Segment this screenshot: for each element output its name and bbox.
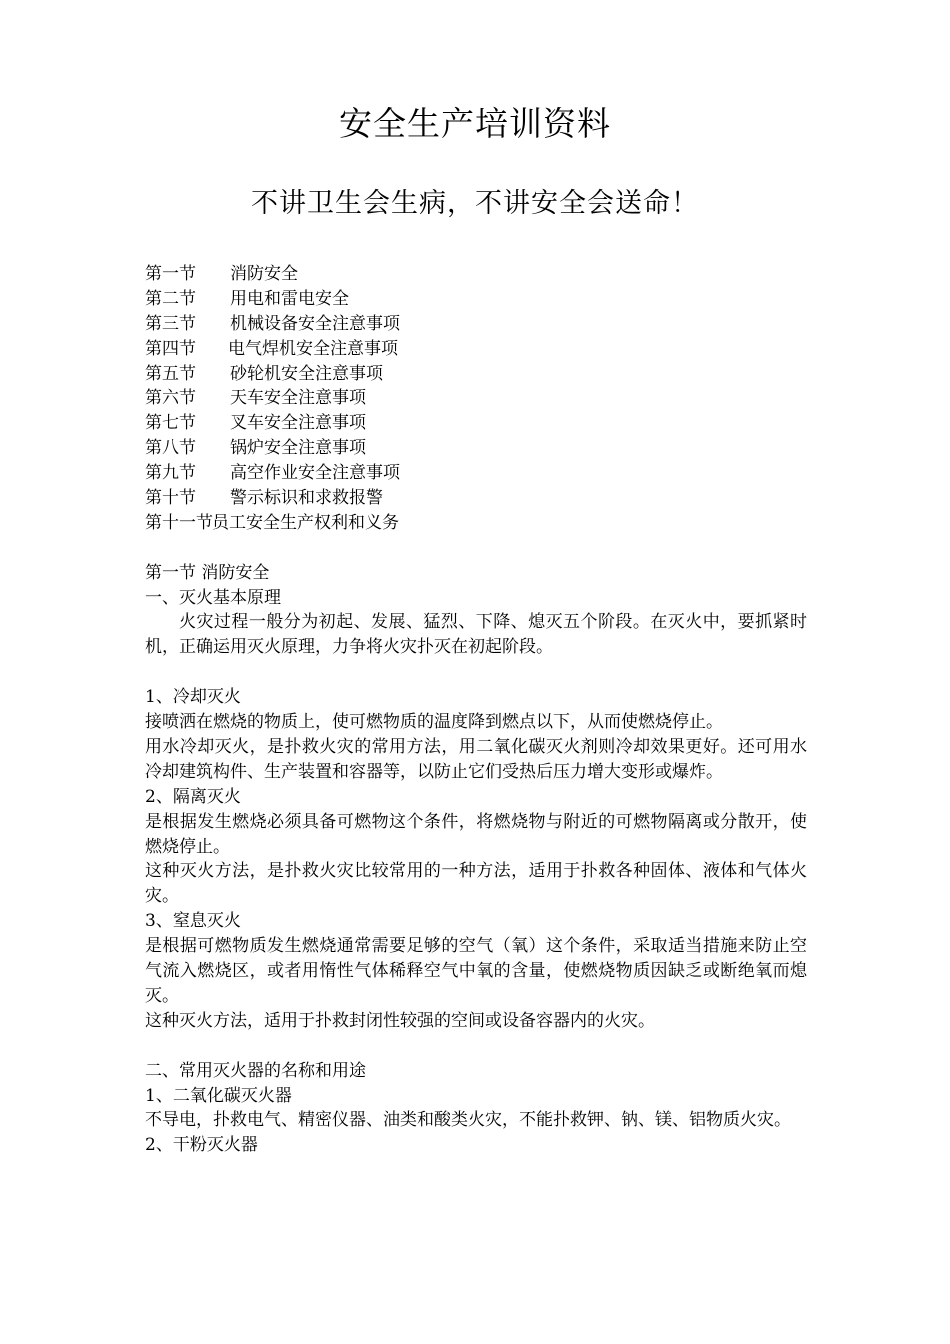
toc-item xyxy=(145,411,807,436)
document-title: 安全生产培训资料 xyxy=(339,104,611,143)
paragraph: 火灾过程一般分为初起、发展、猛烈、下降、熄灭五个阶段。在灭火中，要抓紧时机，正确运用灭火原理，力争将火灾扑灭在初起阶段。 xyxy=(145,612,807,658)
toc-item-title: 电气焊机安全注意事项 xyxy=(228,338,398,359)
toc-item-title: 警示标识和求救报警 xyxy=(230,488,383,509)
toc-item xyxy=(145,461,807,486)
toc-item xyxy=(145,436,807,461)
toc-item xyxy=(145,337,807,362)
toc-item xyxy=(145,312,807,337)
toc-item-title: 用电和雷电安全 xyxy=(230,288,349,309)
toc-item xyxy=(145,287,807,312)
toc-item xyxy=(145,486,807,511)
subsection-heading: 二、常用灭火器的名称和用途 xyxy=(145,1060,366,1081)
paragraph: 这种灭火方法，适用于扑救封闭性较强的空间或设备容器内的火灾。 xyxy=(145,1010,655,1031)
paragraph: 是根据发生燃烧必须具备可燃物这个条件，将燃烧物与附近的可燃物隔离或分散开，使燃烧停止。 xyxy=(145,811,807,857)
section-heading: 第一节 消防安全 xyxy=(145,562,270,583)
spacer xyxy=(145,536,807,561)
paragraph: 接喷洒在燃烧的物质上，使可燃物质的温度降到燃点以下，从而使燃烧停止。 xyxy=(145,712,723,733)
paragraph: 是根据可燃物质发生燃烧通常需要足够的空气（氧）这个条件，采取适当措施来防止空气流入燃烧区，或者用惰性气体稀释空气中氧的含量，使燃烧物质因缺乏或断绝氧而熄灭。 xyxy=(145,936,807,1006)
toc-item-number: 第二节 xyxy=(145,288,196,309)
table-of-contents xyxy=(145,262,807,536)
document-body xyxy=(145,262,807,1158)
toc-item-number: 第一节 xyxy=(145,264,196,284)
toc-item-title: 锅炉安全注意事项 xyxy=(230,438,366,459)
item-heading: 1、冷却灭火 xyxy=(145,687,241,708)
toc-item-title: 砂轮机安全注意事项 xyxy=(230,363,383,384)
spacer xyxy=(145,1034,807,1059)
item-heading: 2、干粉灭火器 xyxy=(145,1135,258,1156)
spacer xyxy=(145,660,807,685)
toc-item xyxy=(145,362,807,387)
paragraph: 用水冷却灭火，是扑救火灾的常用方法，用二氧化碳灭火剂则冷却效果更好。还可用水冷却建筑构件、生产装置和容器等，以防止它们受热后压力增大变形或爆炸。 xyxy=(145,736,807,782)
toc-item-title: 员工安全生产权利和义务 xyxy=(212,512,399,533)
item-heading: 2、隔离灭火 xyxy=(145,786,241,807)
toc-item xyxy=(145,386,807,411)
item-heading: 3、窒息灭火 xyxy=(145,911,241,932)
toc-item-number: 第九节 xyxy=(145,463,196,484)
toc-item-number: 第六节 xyxy=(145,388,196,409)
item-heading: 1、二氧化碳灭火器 xyxy=(145,1085,292,1106)
toc-item-title: 天车安全注意事项 xyxy=(230,388,366,409)
toc-item-title: 机械设备安全注意事项 xyxy=(230,313,400,334)
toc-item-number: 第五节 xyxy=(145,363,196,384)
toc-item-number: 第十节 xyxy=(145,488,196,509)
toc-item-number: 第三节 xyxy=(145,313,196,334)
toc-item-title: 叉车安全注意事项 xyxy=(230,413,366,434)
document-subtitle: 不讲卫生会生病，不讲安全会送命！ xyxy=(251,188,699,219)
toc-item xyxy=(145,262,807,287)
toc-item-number: 第十一节 xyxy=(145,512,213,533)
subsection-heading: 一、灭火基本原理 xyxy=(145,587,281,608)
toc-item-number: 第四节 xyxy=(145,338,196,359)
toc-item-number: 第八节 xyxy=(145,438,196,459)
toc-item-title: 高空作业安全注意事项 xyxy=(230,463,400,484)
toc-item xyxy=(145,511,807,536)
paragraph: 这种灭火方法，是扑救火灾比较常用的一种方法，适用于扑救各种固体、液体和气体火灾。 xyxy=(145,861,807,907)
toc-item-number: 第七节 xyxy=(145,413,196,434)
paragraph: 不导电，扑救电气、精密仪器、油类和酸类火灾，不能扑救钾、钠、镁、铝物质火灾。 xyxy=(145,1110,791,1131)
toc-item-title: 消防安全 xyxy=(230,264,298,284)
